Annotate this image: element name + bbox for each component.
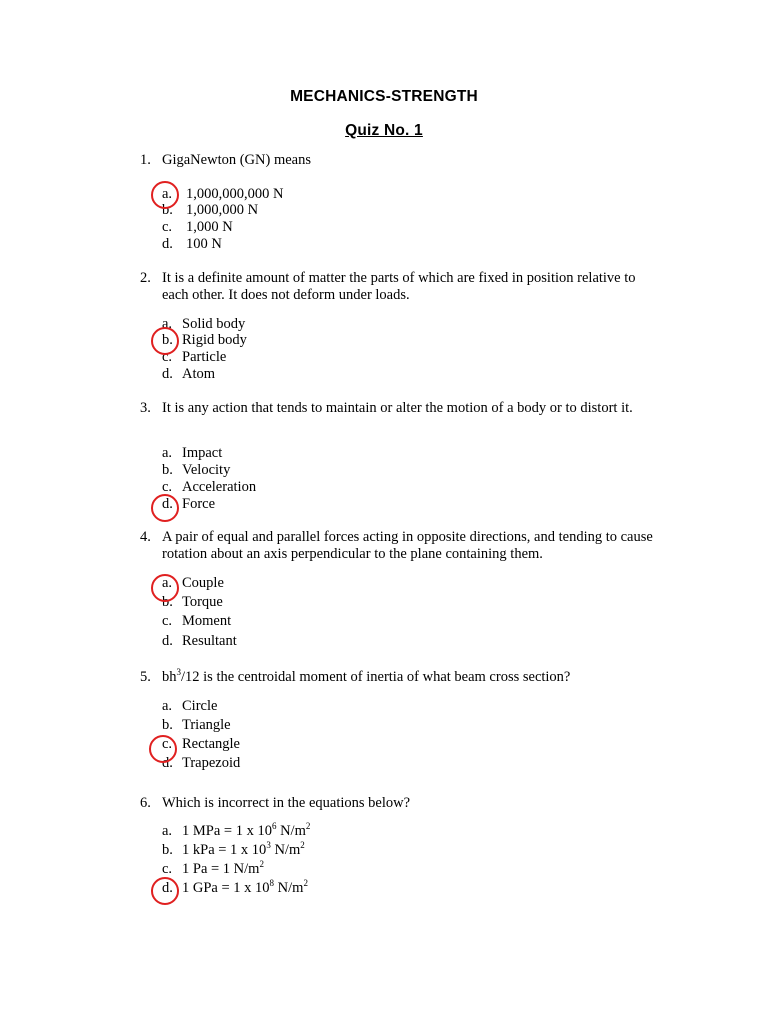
answer-circle-icon [151, 877, 179, 905]
option-letter: c. [162, 736, 173, 752]
option-text: Solid body [182, 316, 246, 332]
option-6b [162, 842, 305, 859]
answer-circle-icon [151, 494, 179, 522]
option-letter: a. [162, 186, 173, 202]
option-4d [162, 633, 237, 650]
option-1c [162, 219, 233, 236]
option-text: 100 N [186, 236, 222, 252]
option-2d [162, 366, 215, 383]
option-text: 1,000,000 N [186, 202, 259, 218]
option-text: Torque [182, 594, 223, 610]
option-text: 1,000 N [186, 219, 233, 235]
option-text: Atom [182, 366, 216, 382]
option-text: Acceleration [182, 479, 257, 495]
option-letter: a. [162, 823, 173, 839]
question-number: 1. [140, 152, 151, 168]
option-letter: d. [162, 236, 173, 252]
option-text: 1 kPa = 1 x $10^3$ $N/m^2$ [182, 840, 305, 858]
answer-circle-icon [151, 327, 179, 355]
question-text: GigaNewton (GN) means [162, 152, 311, 168]
option-letter: a. [162, 575, 173, 591]
option-text: Rigid body [182, 332, 247, 348]
option-text: Trapezoid [182, 755, 241, 771]
option-text: Triangle [182, 717, 231, 733]
option-letter: b. [162, 202, 173, 218]
option-letter: a. [162, 445, 173, 461]
option-letter: a. [162, 698, 173, 714]
option-text: 1 GPa = 1 x $10^8$ $N/m^2$ [182, 878, 308, 896]
option-5b [162, 717, 231, 734]
option-letter: b. [162, 462, 173, 478]
answer-circle-icon [151, 181, 179, 209]
question-number: 2. [140, 270, 151, 286]
option-3a [162, 445, 222, 462]
document-title: MECHANICS-STRENGTH [290, 88, 478, 105]
option-letter: b. [162, 594, 173, 610]
option-3b [162, 462, 230, 479]
question-number: 3. [140, 400, 151, 416]
option-text: Rectangle [182, 736, 240, 752]
option-1d [162, 236, 222, 253]
option-letter: b. [162, 717, 173, 733]
option-text: 1 Pa = 1 $N/m^2$ [182, 859, 264, 877]
option-letter: a. [162, 316, 173, 332]
option-letter: c. [162, 613, 173, 629]
option-text: Moment [182, 613, 232, 629]
answer-circle-icon [151, 574, 179, 602]
option-letter: b. [162, 332, 173, 348]
option-letter: c. [162, 479, 173, 495]
option-letter: c. [162, 349, 173, 365]
option-text: Circle [182, 698, 218, 714]
question-text: It is a definite amount of matter the parts of which are fixed in position relative to each other. It does not deform under loads. [162, 270, 636, 303]
option-letter: b. [162, 842, 173, 858]
question-number: 6. [140, 795, 151, 811]
option-text: 1 MPa = 1 x $10^6$ $N/m^2$ [182, 821, 311, 839]
question-number: 5. [140, 669, 151, 685]
question-number: 4. [140, 529, 151, 545]
option-letter: d. [162, 366, 173, 382]
option-4c [162, 613, 231, 630]
option-6a [162, 823, 310, 840]
option-text: Velocity [182, 462, 231, 478]
option-text: Particle [182, 349, 227, 365]
option-1b [162, 202, 258, 219]
option-text: Force [182, 496, 216, 512]
option-letter: c. [162, 219, 173, 235]
option-letter: d. [162, 880, 173, 896]
question-text: $bh^3/12$ is the centroidal moment of inertia of what beam cross section? [162, 667, 571, 685]
question-text: A pair of equal and parallel forces acting in opposite directions, and tending to cause rotation about an axis perpendicular to the plane containing them. [162, 529, 653, 562]
option-letter: c. [162, 861, 173, 877]
option-6d [162, 880, 308, 897]
option-text: Couple [182, 575, 224, 591]
question-text: Which is incorrect in the equations below? [162, 795, 411, 811]
option-text: Impact [182, 445, 223, 461]
option-letter: d. [162, 633, 173, 649]
option-letter: d. [162, 755, 173, 771]
option-letter: d. [162, 496, 173, 512]
option-1a [162, 186, 283, 203]
option-3c [162, 479, 256, 496]
answer-circle-icon [149, 735, 177, 763]
option-text: 1,000,000,000 N [186, 186, 284, 202]
option-text: Resultant [182, 633, 237, 649]
question-text: It is any action that tends to maintain or alter the motion of a body or to distort it. [162, 400, 633, 416]
quiz-subtitle: Quiz No. 1 [345, 122, 423, 139]
option-5a [162, 698, 217, 715]
option-6c [162, 861, 264, 878]
